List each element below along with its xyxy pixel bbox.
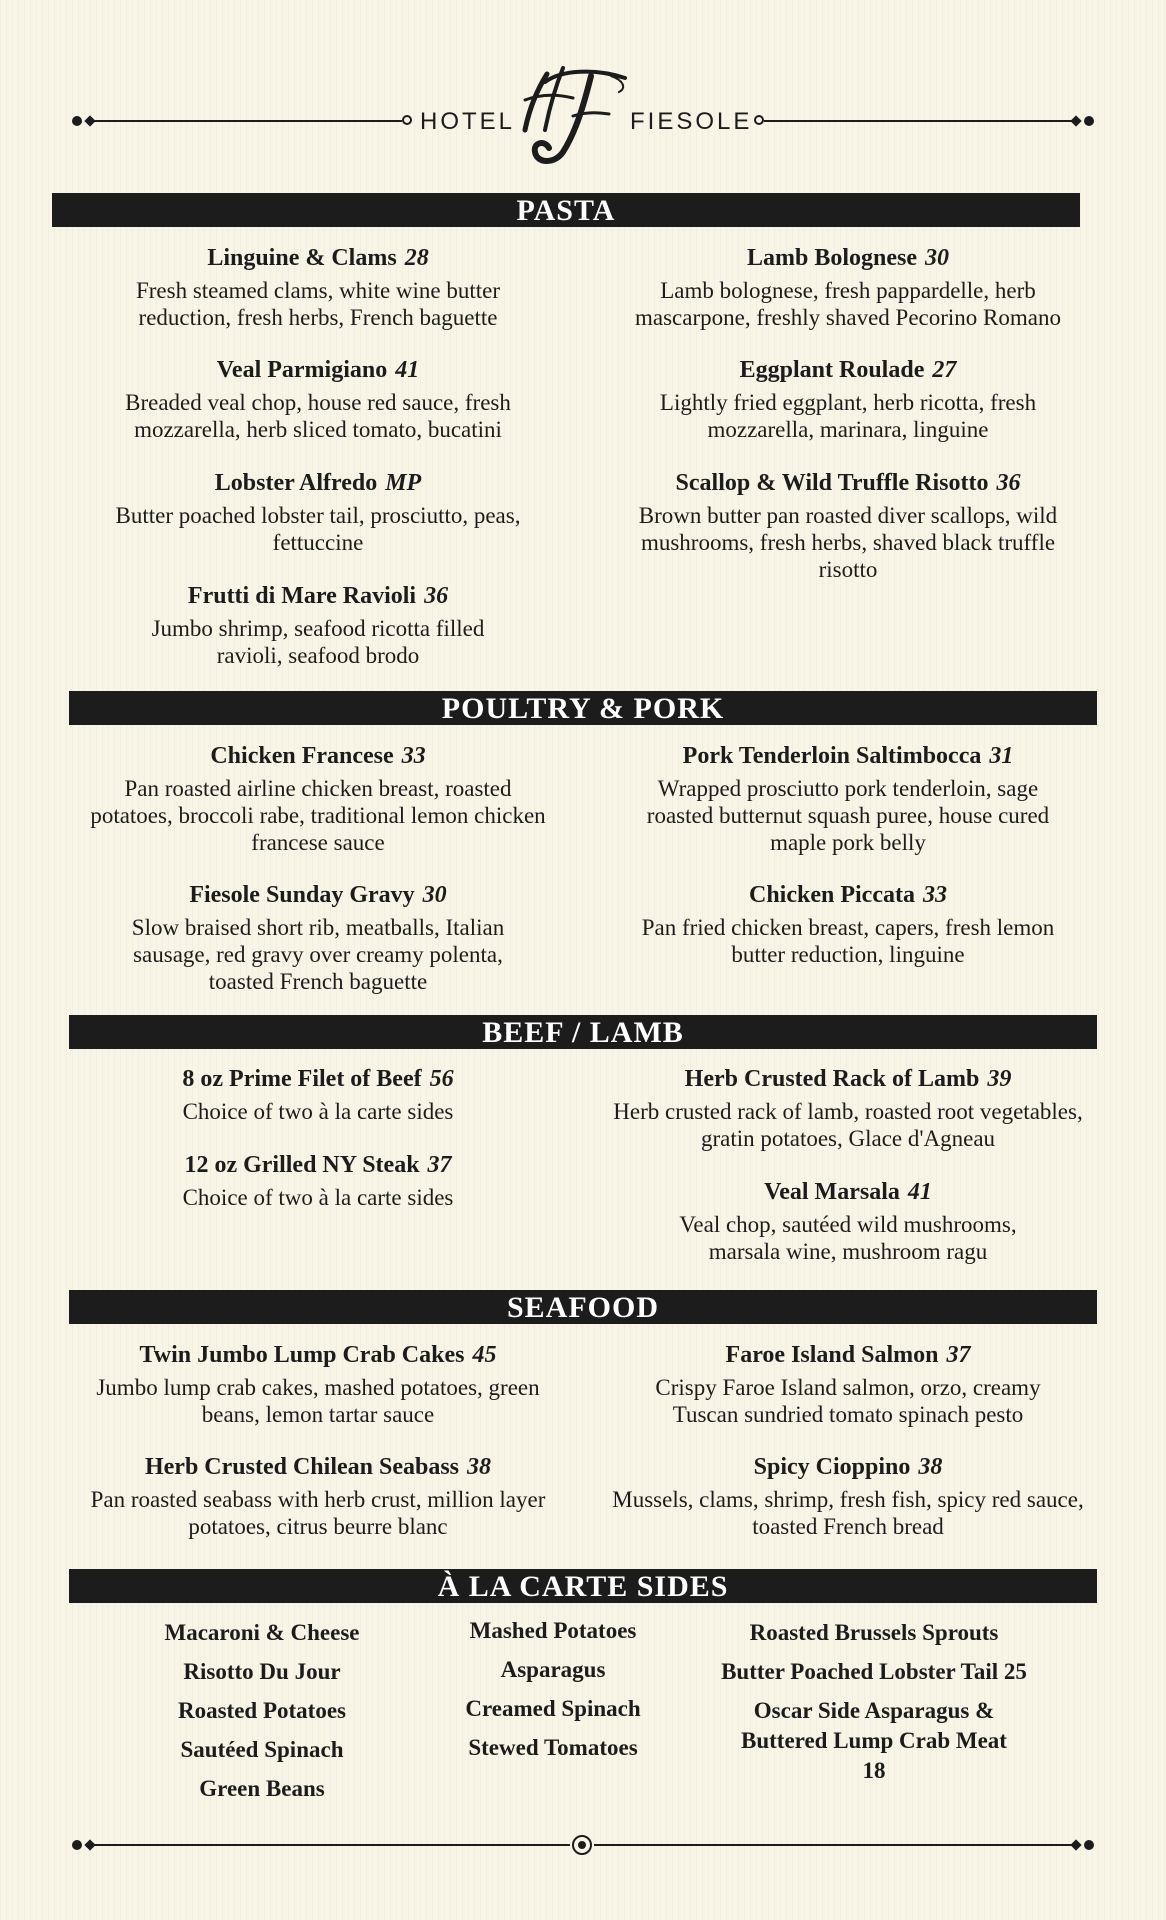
item-name: Twin Jumbo Lump Crab Cakes bbox=[139, 1342, 465, 1368]
footer-ornament-rule bbox=[70, 1835, 1096, 1855]
ornament-diamond bbox=[1070, 1839, 1081, 1850]
item-price: 27 bbox=[932, 357, 957, 383]
item-title bbox=[88, 355, 548, 385]
item-price: 45 bbox=[472, 1342, 497, 1368]
section-bar-sides: À LA CARTE SIDES bbox=[69, 1569, 1097, 1603]
side-item: Creamed Spinach bbox=[465, 1696, 641, 1721]
ornament-dot bbox=[72, 116, 82, 126]
item-title bbox=[600, 243, 1096, 273]
menu-item bbox=[88, 581, 548, 669]
item-description: Slow braised short rib, meatballs, Italian sausage, red gravy over creamy polenta, toasted French baguette bbox=[131, 915, 505, 994]
sides-column-2 bbox=[420, 1616, 686, 1772]
side-item: Green Beans bbox=[199, 1776, 325, 1801]
menu-item bbox=[88, 355, 548, 443]
item-description: Pan fried chicken breast, capers, fresh lemon butter reduction, linguine bbox=[641, 915, 1055, 967]
menu-header bbox=[0, 60, 1166, 170]
footer-medallion-icon bbox=[570, 1833, 594, 1857]
item-name: Chicken Piccata bbox=[749, 882, 915, 908]
item-description: Fresh steamed clams, white wine butter reduction, fresh herbs, French baguette bbox=[135, 278, 501, 330]
item-price: 28 bbox=[404, 245, 429, 271]
menu-item bbox=[612, 355, 1084, 443]
menu-item bbox=[612, 880, 1084, 968]
menu-item bbox=[88, 1064, 548, 1125]
section-bar-beef-lamb: BEEF / LAMB bbox=[69, 1015, 1097, 1049]
ornament-cap bbox=[754, 115, 764, 125]
menu-item bbox=[80, 1340, 556, 1428]
item-description: Wrapped prosciutto pork tenderloin, sage roasted butternut squash puree, house cured maple pork belly bbox=[646, 776, 1050, 855]
item-description: Lightly fried eggplant, herb ricotta, fresh mozzarella, marinara, linguine bbox=[659, 390, 1037, 442]
item-description: Choice of two à la carte sides bbox=[182, 1099, 454, 1124]
side-item: Sautéed Spinach bbox=[180, 1737, 344, 1762]
item-price: 38 bbox=[918, 1454, 943, 1480]
item-title bbox=[88, 243, 548, 273]
hf-monogram-logo bbox=[515, 60, 645, 170]
item-name: Veal Marsala bbox=[764, 1179, 900, 1205]
menu-item bbox=[600, 1064, 1096, 1152]
item-title bbox=[88, 581, 548, 611]
menu-item bbox=[612, 1340, 1084, 1428]
footer-rule-left bbox=[90, 1844, 570, 1846]
item-description: Jumbo lump crab cakes, mashed potatoes, green beans, lemon tartar sauce bbox=[96, 1375, 540, 1427]
item-description: Butter poached lobster tail, prosciutto, peas, fettuccine bbox=[115, 503, 521, 555]
item-title bbox=[600, 1452, 1096, 1482]
item-title bbox=[612, 1340, 1084, 1370]
side-item: Roasted Brussels Sprouts bbox=[749, 1620, 999, 1645]
side-item: Asparagus bbox=[500, 1657, 606, 1682]
item-price: 36 bbox=[996, 470, 1021, 496]
item-description: Pan roasted seabass with herb crust, million layer potatoes, citrus beurre blanc bbox=[90, 1487, 546, 1539]
item-description: Brown butter pan roasted diver scallops, wild mushrooms, fresh herbs, shaved black truffle risotto bbox=[638, 503, 1058, 582]
menu-item bbox=[88, 880, 548, 995]
item-description: Lamb bolognese, fresh pappardelle, herb mascarpone, freshly shaved Pecorino Romano bbox=[634, 278, 1062, 330]
item-name: Eggplant Roulade bbox=[739, 357, 925, 383]
ornament-dot bbox=[72, 1840, 82, 1850]
section-bar-poultry-pork: POULTRY & PORK bbox=[69, 691, 1097, 725]
section-bar-seafood: SEAFOOD bbox=[69, 1290, 1097, 1324]
item-name: 8 oz Prime Filet of Beef bbox=[182, 1066, 422, 1092]
ornament-diamond bbox=[1070, 115, 1081, 126]
ornament-dot bbox=[1084, 1840, 1094, 1850]
item-title bbox=[88, 1150, 548, 1180]
menu-item bbox=[612, 741, 1084, 856]
item-description: Crispy Faroe Island salmon, orzo, creamy Tuscan sundried tomato spinach pesto bbox=[655, 1375, 1041, 1427]
item-title bbox=[612, 880, 1084, 910]
item-name: Faroe Island Salmon bbox=[725, 1342, 939, 1368]
side-item: Stewed Tomatoes bbox=[468, 1735, 638, 1760]
footer-rule-right bbox=[594, 1844, 1074, 1846]
side-item: Oscar Side Asparagus & Buttered Lump Crab Meat 18 bbox=[741, 1698, 1007, 1783]
item-name: Herb Crusted Rack of Lamb bbox=[684, 1066, 980, 1092]
item-price: 33 bbox=[401, 743, 426, 769]
fiesole-word: FIESOLE bbox=[630, 108, 753, 135]
item-price: MP bbox=[385, 470, 422, 496]
side-item: Macaroni & Cheese bbox=[164, 1620, 360, 1645]
side-item: Roasted Potatoes bbox=[178, 1698, 346, 1723]
side-item: Butter Poached Lobster Tail 25 bbox=[721, 1659, 1027, 1684]
item-name: 12 oz Grilled NY Steak bbox=[184, 1152, 420, 1178]
item-title bbox=[88, 1064, 548, 1094]
item-price: 37 bbox=[427, 1152, 452, 1178]
item-price: 37 bbox=[946, 1342, 971, 1368]
item-price: 38 bbox=[467, 1454, 492, 1480]
item-name: Lamb Bolognese bbox=[746, 245, 917, 271]
item-name: Fiesole Sunday Gravy bbox=[189, 882, 415, 908]
item-price: 39 bbox=[987, 1066, 1012, 1092]
section-bar-pasta: PASTA bbox=[52, 193, 1080, 227]
sides-column-1 bbox=[122, 1618, 402, 1813]
ornament-dot bbox=[1084, 116, 1094, 126]
item-title bbox=[88, 880, 548, 910]
hotel-word: HOTEL bbox=[420, 108, 516, 135]
menu-item bbox=[612, 468, 1084, 583]
header-rule-right bbox=[764, 120, 1076, 122]
item-name: Herb Crusted Chilean Seabass bbox=[144, 1454, 460, 1480]
item-price: 41 bbox=[395, 357, 420, 383]
item-title bbox=[88, 741, 548, 771]
header-rule-left bbox=[90, 120, 402, 122]
menu-item bbox=[600, 243, 1096, 331]
item-description: Mussels, clams, shrimp, fresh fish, spicy red sauce, toasted French bread bbox=[612, 1487, 1084, 1539]
menu-item bbox=[88, 243, 548, 331]
item-description: Breaded veal chop, house red sauce, fresh mozzarella, herb sliced tomato, bucatini bbox=[125, 390, 511, 442]
item-title bbox=[80, 1340, 556, 1370]
item-name: Lobster Alfredo bbox=[214, 470, 378, 496]
side-item: Risotto Du Jour bbox=[183, 1659, 341, 1684]
item-price: 31 bbox=[989, 743, 1014, 769]
item-title bbox=[600, 1064, 1096, 1094]
item-price: 41 bbox=[907, 1179, 932, 1205]
ornament-cap bbox=[402, 115, 412, 125]
item-description: Jumbo shrimp, seafood ricotta filled ravioli, seafood brodo bbox=[151, 616, 485, 668]
item-title bbox=[612, 1177, 1084, 1207]
item-description: Herb crusted rack of lamb, roasted root vegetables, gratin potatoes, Glace d'Agneau bbox=[613, 1099, 1083, 1151]
item-name: Pork Tenderloin Saltimbocca bbox=[682, 743, 982, 769]
menu-item bbox=[88, 741, 548, 856]
item-price: 30 bbox=[422, 882, 447, 908]
sides-column-3 bbox=[692, 1618, 1056, 1795]
item-name: Chicken Francese bbox=[210, 743, 394, 769]
item-title bbox=[88, 468, 548, 498]
menu-item bbox=[612, 1177, 1084, 1265]
item-title bbox=[612, 355, 1084, 385]
item-description: Pan roasted airline chicken breast, roasted potatoes, broccoli rabe, traditional lemon chicken francese sauce bbox=[90, 776, 546, 855]
item-name: Scallop & Wild Truffle Risotto bbox=[675, 470, 989, 496]
item-price: 56 bbox=[429, 1066, 454, 1092]
item-name: Veal Parmigiano bbox=[216, 357, 388, 383]
menu-item bbox=[600, 1452, 1096, 1540]
side-item: Mashed Potatoes bbox=[469, 1618, 637, 1643]
item-price: 30 bbox=[925, 245, 949, 271]
item-name: Frutti di Mare Ravioli bbox=[187, 583, 417, 609]
menu-item bbox=[88, 468, 548, 556]
item-price: 36 bbox=[424, 583, 449, 609]
item-title bbox=[612, 741, 1084, 771]
menu-item bbox=[70, 1452, 566, 1540]
item-title bbox=[612, 468, 1084, 498]
item-name: Spicy Cioppino bbox=[753, 1454, 911, 1480]
item-description: Choice of two à la carte sides bbox=[182, 1185, 454, 1210]
item-price: 33 bbox=[922, 882, 947, 908]
menu-item bbox=[88, 1150, 548, 1211]
item-description: Veal chop, sautéed wild mushrooms, marsala wine, mushroom ragu bbox=[679, 1212, 1017, 1264]
item-name: Linguine & Clams bbox=[207, 245, 397, 271]
item-title bbox=[70, 1452, 566, 1482]
